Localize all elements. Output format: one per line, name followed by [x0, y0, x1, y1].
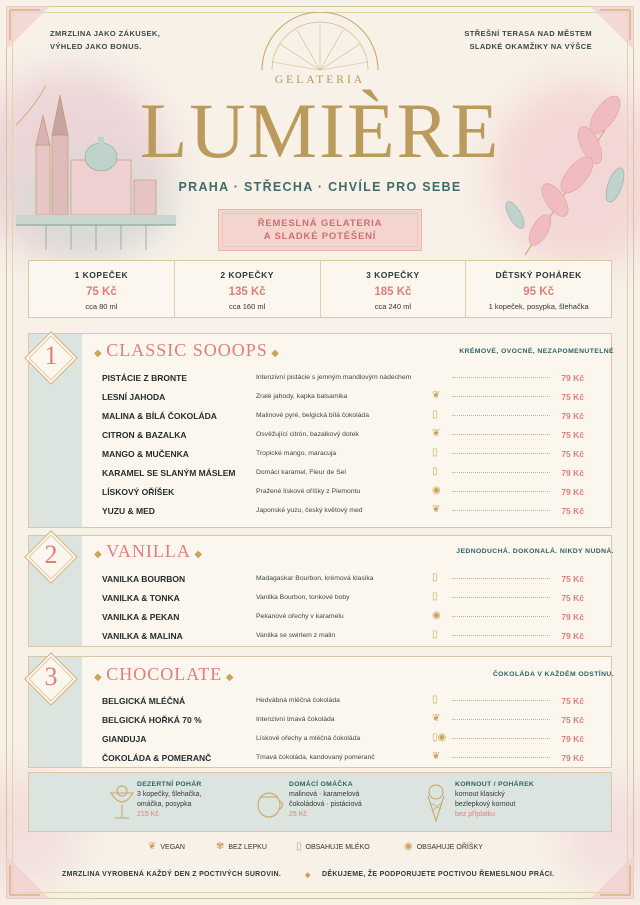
leaf-icon: ❦	[432, 428, 441, 439]
menu-item-name: KARAMEL SE SLANÝM MÁSLEM	[102, 468, 236, 478]
menu-item-price: 75 Kč	[561, 715, 584, 725]
dotted-leader	[452, 396, 550, 397]
section-tagline: JEDNODUCHÁ. DOKONALÁ. NIKDY NUDNÁ.	[456, 548, 614, 555]
menu-item-price: 79 Kč	[561, 631, 584, 641]
section-number-badge	[24, 652, 78, 706]
menu-item-desc: Osvěžující citrón, bazalkový dotek	[256, 431, 359, 438]
menu-item-name: MALINA & BÍLÁ ČOKOLÁDA	[102, 411, 217, 421]
dotted-leader	[452, 434, 550, 435]
city-line: PRAHA · STŘECHA · CHVÍLE PRO SEBE	[178, 180, 462, 194]
dotted-leader	[452, 510, 550, 511]
section-number: 3	[44, 662, 58, 691]
menu-item-icons	[432, 591, 438, 602]
menu-item-icons	[432, 629, 438, 640]
extra-title: KORNOUT / POHÁREK	[455, 781, 535, 788]
dotted-leader	[452, 757, 550, 758]
legend-milk	[296, 841, 370, 852]
section-title-text: CLASSIC SOOOPS	[106, 340, 268, 360]
price-option	[466, 261, 611, 317]
price-option-price: 185 Kč	[374, 286, 412, 298]
tagline-right-line-2: SLADKÉ OKAMŽIKY NA VÝŠCE	[469, 42, 592, 51]
menu-item-row	[102, 693, 588, 711]
extra-desc	[455, 790, 534, 809]
menu-item-row	[102, 465, 588, 483]
menu-item-name: CITRON & BAZALKA	[102, 430, 187, 440]
footer-separator: ◆	[305, 872, 311, 879]
menu-item-desc: Pekanové ořechy v karamelu	[256, 613, 344, 620]
menu-item-name: VANILKA & TONKA	[102, 593, 180, 603]
sauce-jug-icon	[255, 783, 285, 823]
menu-item-price: 75 Kč	[561, 430, 584, 440]
menu-item-row	[102, 571, 588, 589]
menu-item-name: ČOKOLÁDA & POMERANČ	[102, 753, 212, 763]
milk-bottle-icon: ▯	[296, 841, 302, 852]
section-title-text: CHOCOLATE	[106, 664, 223, 684]
menu-item-desc: Tmavá čokoláda, kandovaný pomeranč	[256, 754, 375, 761]
extra-price: 25 Kč	[289, 811, 307, 818]
menu-item-price: 75 Kč	[561, 449, 584, 459]
corner-ornament-bottom-right	[590, 855, 634, 899]
section-title-text: VANILLA	[106, 541, 191, 561]
menu-item-row	[102, 370, 588, 388]
menu-item-price: 75 Kč	[561, 574, 584, 584]
extras-panel	[28, 772, 612, 832]
legend-vegan	[148, 841, 185, 852]
menu-item-desc: Japonské yuzu, český květový med	[256, 507, 363, 514]
legend-label: BEZ LEPKU	[228, 844, 267, 851]
dotted-leader	[452, 578, 550, 579]
menu-item-name: MANGO & MUČENKA	[102, 449, 189, 459]
ribbon-banner	[218, 209, 422, 251]
menu-item-price: 79 Kč	[561, 734, 584, 744]
legend-label: OBSAHUJE OŘÍŠKY	[416, 844, 483, 851]
nut-icon: ◉	[404, 841, 413, 852]
menu-item-icons	[432, 713, 440, 724]
price-option-note: 1 kopeček, posypka, šlehačka	[488, 302, 589, 311]
menu-item-desc: Domácí karamel, Fleur de Sel	[256, 469, 346, 476]
menu-item-price: 79 Kč	[561, 612, 584, 622]
dotted-leader	[452, 597, 550, 598]
extra-desc-line: 3 kopečky, šlehačka,	[137, 791, 202, 798]
section-tagline: ČOKOLÁDA V KAŽDÉM ODSTÍNU.	[492, 671, 614, 678]
extra-desc-line: malinová · karamelová	[289, 791, 360, 798]
nut-icon: ◉	[437, 732, 447, 743]
menu-item-name: BELGICKÁ MLÉČNÁ	[102, 696, 186, 706]
price-option	[321, 261, 467, 317]
section-title	[94, 340, 280, 361]
milk-bottle-icon: ▯	[432, 572, 438, 583]
dotted-leader	[452, 738, 550, 739]
menu-item-row	[102, 427, 588, 445]
menu-item-price: 79 Kč	[561, 753, 584, 763]
menu-item-row	[102, 389, 588, 407]
dotted-leader	[452, 635, 550, 636]
tagline-right	[452, 27, 592, 53]
milk-bottle-icon: ▯	[432, 732, 438, 743]
menu-item-desc: Malinové pyré, belgická bílá čokoláda	[256, 412, 369, 419]
menu-item-desc: Tropické mango, maracuja	[256, 450, 337, 457]
menu-item-icons	[432, 485, 441, 496]
price-option-label: DĚTSKÝ POHÁREK	[495, 270, 582, 280]
menu-item-desc: Intenzivní pistácie s jemným mandlovým nádechem	[256, 374, 412, 381]
menu-item-name: PISTÁCIE Z BRONTE	[102, 373, 188, 383]
price-option-label: 2 KOPEČKY	[220, 270, 274, 280]
dotted-leader	[452, 415, 550, 416]
leaf-icon: ❦	[432, 504, 441, 515]
corner-ornament-top-right	[590, 6, 634, 50]
section-number: 2	[44, 540, 58, 569]
menu-item-row	[102, 750, 588, 768]
sundae-glass-icon	[107, 783, 137, 823]
menu-item-icons	[432, 447, 438, 458]
menu-item-row	[102, 731, 588, 749]
nut-icon: ◉	[432, 610, 441, 621]
deco-star-icon: ◆	[267, 348, 280, 359]
menu-item-price: 79 Kč	[561, 468, 584, 478]
extra-desc-line: bezlepkový kornout	[455, 800, 516, 808]
price-option-note: cca 80 ml	[85, 302, 118, 311]
menu-item-name: BELGICKÁ HOŘKÁ 70 %	[102, 715, 202, 725]
price-option-note: cca 160 ml	[228, 302, 266, 311]
menu-item-icons	[432, 694, 438, 705]
extra-title: DEZERTNÍ POHÁR	[137, 781, 202, 788]
menu-item-icons	[432, 409, 438, 420]
extra-desc-line: kornout klasický	[455, 791, 505, 798]
price-option-label: 1 KOPEČEK	[74, 270, 129, 280]
menu-item-name: VANILKA BOURBON	[102, 574, 186, 584]
menu-item-price: 75 Kč	[561, 506, 584, 516]
menu-item-desc: Hedvábná mléčná čokoláda	[256, 697, 340, 704]
menu-item-desc: Vanilka se swirlem z malin	[256, 632, 336, 639]
deco-star-icon: ◆	[94, 672, 107, 683]
menu-item-price: 75 Kč	[561, 593, 584, 603]
section-tagline: KRÉMOVÉ, OVOCNÉ, NEZAPOMENUTELNÉ	[459, 348, 614, 355]
menu-item-icons	[432, 732, 446, 743]
brand-subtitle: GELATERIA	[274, 74, 366, 86]
deco-star-icon: ◆	[222, 672, 235, 683]
menu-item-name: GIANDUJA	[102, 734, 147, 744]
milk-bottle-icon: ▯	[432, 591, 438, 602]
price-bar	[28, 260, 612, 318]
price-option-price: 75 Kč	[86, 286, 117, 298]
menu-item-icons	[432, 390, 440, 401]
leaf-icon: ❦	[432, 751, 441, 762]
tagline-right-line-1: STŘEŠNÍ TERASA NAD MĚSTEM	[464, 29, 592, 38]
art-deco-sunburst	[250, 12, 390, 70]
tagline-left-line-1: ZMRZLINA JAKO ZÁKUSEK,	[50, 29, 161, 38]
price-option-label: 3 KOPEČKY	[366, 270, 420, 280]
menu-item-desc: Pražené lískové oříšky z Piemontu	[256, 488, 361, 495]
section-title	[94, 541, 203, 562]
milk-bottle-icon: ▯	[432, 409, 438, 420]
price-option-note: cca 240 ml	[374, 302, 412, 311]
corner-ornament-bottom-left	[6, 855, 50, 899]
menu-item-price: 75 Kč	[561, 392, 584, 402]
dotted-leader	[452, 472, 550, 473]
footer-left: ZMRZLINA VYROBENÁ KAŽDÝ DEN Z POCTIVÝCH SUROVIN.	[62, 871, 282, 878]
extra-item	[137, 781, 202, 818]
extra-desc-line: omáčka, posypka	[137, 800, 192, 808]
menu-item-row	[102, 628, 588, 646]
menu-item-icons	[432, 751, 440, 762]
extra-title: DOMÁCÍ OMÁČKA	[289, 781, 353, 788]
nut-icon: ◉	[432, 485, 441, 496]
price-option-price: 95 Kč	[523, 286, 554, 298]
menu-item-icons	[432, 428, 440, 439]
extra-desc-line: čokoládová · pistáciová	[289, 800, 362, 808]
dotted-leader	[452, 719, 550, 720]
extra-item	[455, 781, 534, 818]
menu-item-name: VANILKA & MALINA	[102, 631, 183, 641]
leaf-icon: ❦	[432, 713, 441, 724]
menu-item-row	[102, 503, 588, 521]
menu-item-desc: Zralé jahody, kapka balsamika	[256, 393, 348, 400]
legend-gluten-free	[216, 841, 267, 852]
dotted-leader	[452, 377, 550, 378]
ribbon-line-2: A SLADKÉ POTĚŠENÍ	[263, 231, 377, 242]
menu-item-row	[102, 712, 588, 730]
milk-bottle-icon: ▯	[432, 694, 438, 705]
extra-price: 215 Kč	[137, 811, 159, 818]
menu-item-name: YUZU & MED	[102, 506, 155, 516]
tagline-left	[50, 27, 160, 53]
milk-bottle-icon: ▯	[432, 466, 438, 477]
section-number-badge	[24, 331, 78, 385]
menu-item-name: VANILKA & PEKAN	[102, 612, 180, 622]
extra-price: bez příplatku	[455, 811, 496, 818]
menu-item-price: 79 Kč	[561, 487, 584, 497]
menu-item-row	[102, 408, 588, 426]
menu-item-desc: Vanilka Bourbon, tonkové boby	[256, 594, 350, 601]
menu-item-price: 79 Kč	[561, 411, 584, 421]
menu-item-icons	[432, 504, 440, 515]
menu-item-icons	[432, 466, 438, 477]
menu-item-price: 79 Kč	[561, 373, 584, 383]
section-number: 1	[44, 341, 58, 370]
menu-item-row	[102, 590, 588, 608]
extra-desc	[289, 790, 362, 809]
dotted-leader	[452, 453, 550, 454]
dotted-leader	[452, 700, 550, 701]
menu-item-icons	[432, 610, 441, 621]
deco-star-icon: ◆	[94, 549, 107, 560]
menu-item-row	[102, 609, 588, 627]
extra-desc	[137, 790, 202, 809]
menu-item-row	[102, 446, 588, 464]
price-option	[175, 261, 321, 317]
corner-ornament-top-left	[6, 6, 50, 50]
section-title	[94, 664, 234, 685]
brand-title: LUMIÈRE	[139, 87, 501, 174]
price-option-price: 135 Kč	[228, 286, 266, 298]
leaf-icon: ❦	[432, 390, 441, 401]
deco-star-icon: ◆	[190, 549, 204, 560]
milk-bottle-icon: ▯	[432, 447, 438, 458]
menu-item-name: LESNÍ JAHODA	[102, 392, 166, 402]
menu-item-desc: Lískové ořechy a mléčná čokoláda	[256, 735, 361, 742]
leaf-icon: ❦	[148, 841, 157, 852]
menu-item-icons	[432, 572, 438, 583]
legend-nuts	[404, 841, 483, 852]
section-number-badge	[24, 530, 78, 584]
dotted-leader	[452, 616, 550, 617]
footer-right: DĚKUJEME, ŽE PODPORUJETE POCTIVOU ŘEMESLNOU PRÁCI.	[322, 871, 555, 878]
legend-label: OBSAHUJE MLÉKO	[305, 844, 370, 851]
menu-item-name: LÍSKOVÝ OŘÍŠEK	[102, 487, 175, 497]
menu-item-price: 75 Kč	[561, 696, 584, 706]
dotted-leader	[452, 491, 550, 492]
extra-item	[289, 781, 362, 818]
ribbon-line-1: ŘEMESLNÁ GELATERIA	[257, 218, 383, 229]
deco-star-icon: ◆	[94, 348, 107, 359]
price-option	[29, 261, 175, 317]
tagline-left-line-2: VÝHLED JAKO BONUS.	[50, 42, 142, 51]
legend-label: VEGAN	[160, 844, 185, 851]
cone-icon	[421, 783, 451, 823]
wheat-icon: ✾	[216, 841, 225, 852]
menu-item-desc: Madagaskar Bourbon, krémová klasika	[256, 575, 374, 582]
menu-item-desc: Intenzivní tmavá čokoláda	[256, 716, 335, 723]
milk-bottle-icon: ▯	[432, 629, 438, 640]
menu-item-row	[102, 484, 588, 502]
